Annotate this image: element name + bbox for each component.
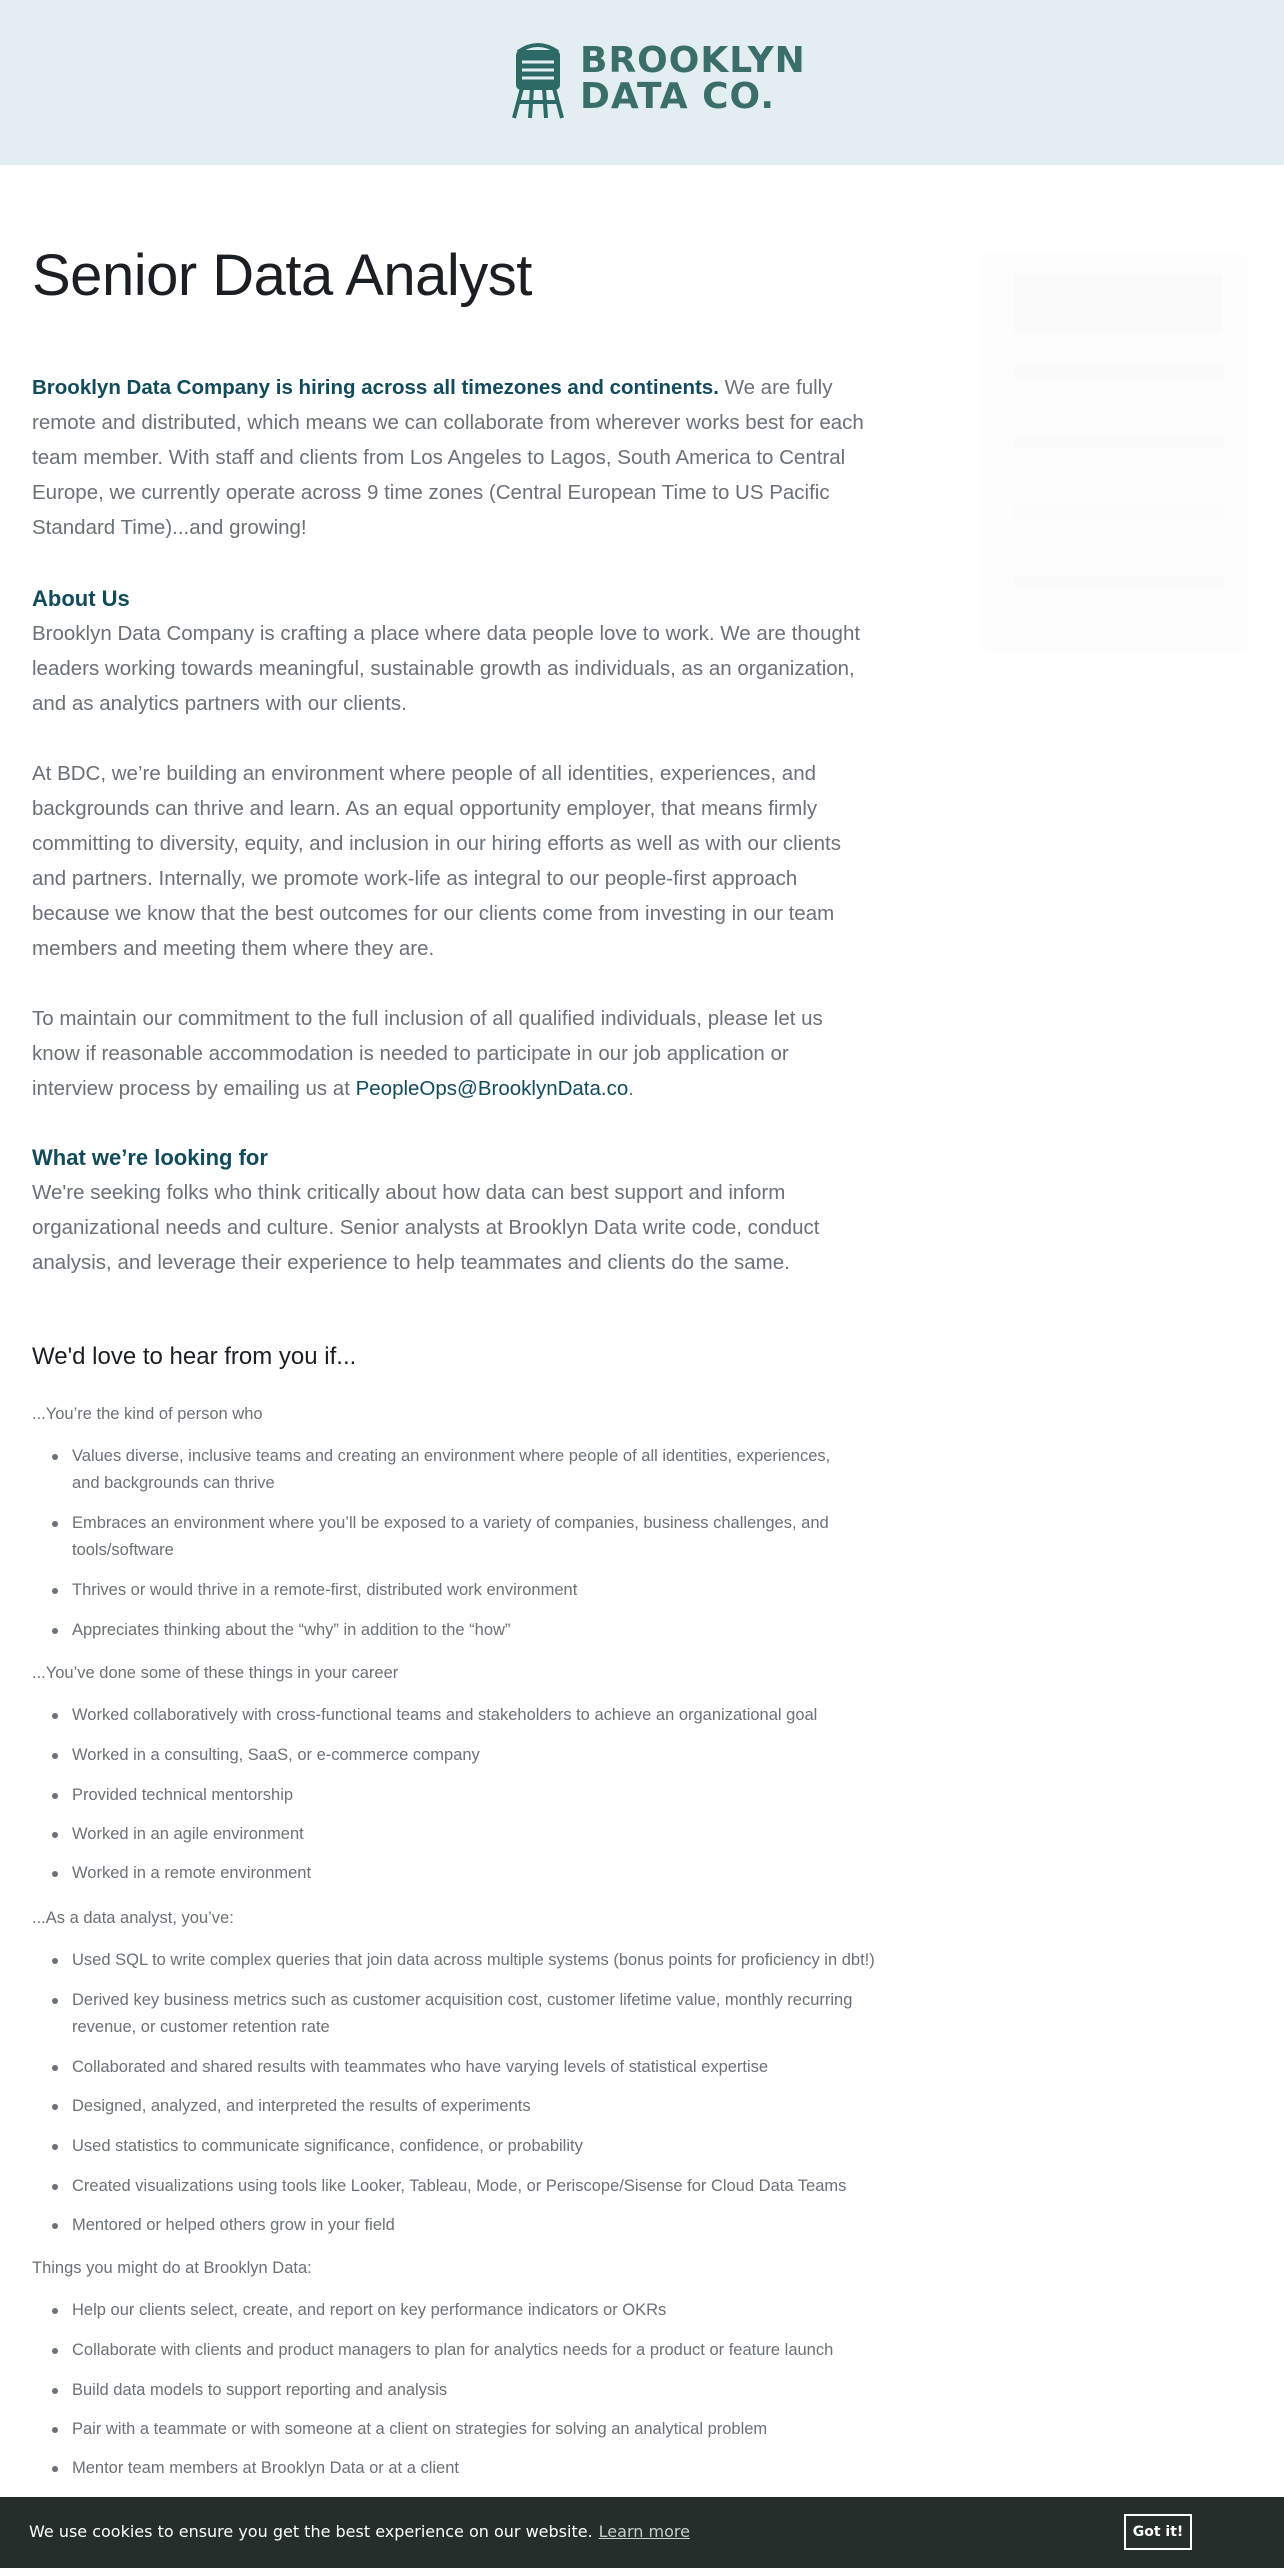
looking-section xyxy=(32,1140,870,1280)
list-item: Used SQL to write complex queries that join data across multiple systems (bonus points for proficiency in dbt!) xyxy=(72,1947,882,1974)
list-item: Thrives or would thrive in a remote-first, distributed work environment xyxy=(72,1577,882,1604)
list-item: Worked in a consulting, SaaS, or e-commerce company xyxy=(72,1742,882,1769)
intro-paragraph xyxy=(32,370,870,545)
list-item: Embraces an environment where you’ll be exposed to a variety of companies, business challenges, and tools/software xyxy=(72,1510,832,1564)
site-header xyxy=(0,0,1284,165)
list-item: Mentor team members at Brooklyn Data or at a client xyxy=(72,2455,882,2482)
list-item: Collaborated and shared results with teammates who have varying levels of statistical expertise xyxy=(72,2054,882,2081)
about-heading: About Us xyxy=(32,586,130,611)
list-item: Provided technical mentorship xyxy=(72,1782,882,1809)
list-item: Build data models to support reporting and analysis xyxy=(72,2377,882,2404)
about-paragraph-3 xyxy=(32,1001,870,1106)
list-item: Values diverse, inclusive teams and creating an environment where people of all identities, experiences, and backgrounds can thrive xyxy=(72,1443,862,1497)
list-item: Created visualizations using tools like Looker, Tableau, Mode, or Periscope/Sisense for Cloud Data Teams xyxy=(72,2173,882,2200)
looking-paragraph: We're seeking folks who think critically about how data can best support and inform organizational needs and culture. Senior analysts at Brooklyn Data write code, conduct analysis, and leverage their experience to help teammates and clients do the same. xyxy=(32,1181,820,1274)
cookie-message xyxy=(29,2521,690,2543)
sidebar-row xyxy=(1014,505,1224,519)
list-lead-person: ...You’re the kind of person who xyxy=(32,1405,263,1423)
list-item: Collaborate with clients and product managers to plan for analytics needs for a product or feature launch xyxy=(72,2337,882,2364)
sidebar-row xyxy=(1014,575,1224,589)
brand-logo[interactable] xyxy=(510,38,806,120)
email-link[interactable]: PeopleOps@BrooklynData.co xyxy=(355,1077,629,1100)
brand-wordmark xyxy=(580,40,806,117)
brand-line-1: BROOKLYN xyxy=(580,40,806,81)
apply-button-placeholder[interactable] xyxy=(1014,273,1222,333)
learn-more-link[interactable]: Learn more xyxy=(598,2522,690,2541)
list-item: Worked in a remote environment xyxy=(72,1860,882,1887)
water-tower-icon xyxy=(510,38,566,120)
page-title: Senior Data Analyst xyxy=(32,243,532,308)
about-paragraph-2: At BDC, we’re building an environment where people of all identities, experiences, and backgrounds can thrive and learn. As an equal opportunity employer, that means firmly committing to diversity, equity, and inclusion in our hiring efforts as well as with our clients and partners. Internally, we promote work-life as integral to our people-first approach because we know that the best outcomes for our clients come from investing in our team members and meeting them where they are. xyxy=(32,762,841,960)
list-item: Worked in an agile environment xyxy=(72,1821,882,1848)
intro-rest: We are fully remote and distributed, which means we can collaborate from wherever works best for each team member. With staff and clients from Los Angeles to Lagos, South America to Central Europe, we currently operate across 9 time zones (Central European Time to US Pacific Standard Time)...and growing! xyxy=(32,376,864,539)
cookie-dismiss-button[interactable]: Got it! xyxy=(1124,2514,1192,2550)
list-item: Pair with a teammate or with someone at a client on strategies for solving an analytical problem xyxy=(72,2416,882,2443)
list-item: Used statistics to communicate significance, confidence, or probability xyxy=(72,2133,882,2160)
intro-strong: Brooklyn Data Company is hiring across all timezones and continents. xyxy=(32,376,719,399)
about-paragraph-1: Brooklyn Data Company is crafting a place where data people love to work. We are thought leaders working towards meaningful, sustainable growth as individuals, as an organization, and as analytics partners with our clients. xyxy=(32,622,861,715)
accommodation-text: To maintain our commitment to the full inclusion of all qualified individuals, please let us know if reasonable accommodation is needed to participate in our job application or interview process by emailing us at xyxy=(32,1007,823,1100)
list-item: Appreciates thinking about the “why” in addition to the “how” xyxy=(72,1617,882,1644)
job-description xyxy=(32,240,875,2477)
list-item: Derived key business metrics such as customer acquisition cost, customer lifetime value, monthly recurring revenue, or customer retention rate xyxy=(72,1987,862,2041)
list-item: Mentored or helped others grow in your field xyxy=(72,2212,882,2239)
cookie-message-text: We use cookies to ensure you get the best experience on our website. xyxy=(29,2522,593,2541)
list-lead-career: ...You’ve done some of these things in your career xyxy=(32,1664,399,1682)
sidebar-row xyxy=(1014,365,1224,379)
cookie-consent-bar xyxy=(0,2497,1284,2568)
hear-from-you-heading: We'd love to hear from you if... xyxy=(32,1343,357,1370)
accommodation-end: . xyxy=(628,1077,634,1100)
list-item: Worked collaboratively with cross-functional teams and stakeholders to achieve an organizational goal xyxy=(72,1702,882,1729)
list-lead-things: Things you might do at Brooklyn Data: xyxy=(32,2259,312,2277)
list-item: Help our clients select, create, and report on key performance indicators or OKRs xyxy=(72,2297,882,2324)
brand-line-2: DATA CO. xyxy=(580,76,776,117)
application-sidebar xyxy=(984,255,1246,650)
list-lead-analyst: ...As a data analyst, you’ve: xyxy=(32,1909,234,1927)
sidebar-row xyxy=(1014,435,1224,449)
looking-heading: What we’re looking for xyxy=(32,1145,268,1170)
list-item: Designed, analyzed, and interpreted the results of experiments xyxy=(72,2093,882,2120)
about-section xyxy=(32,581,870,1106)
